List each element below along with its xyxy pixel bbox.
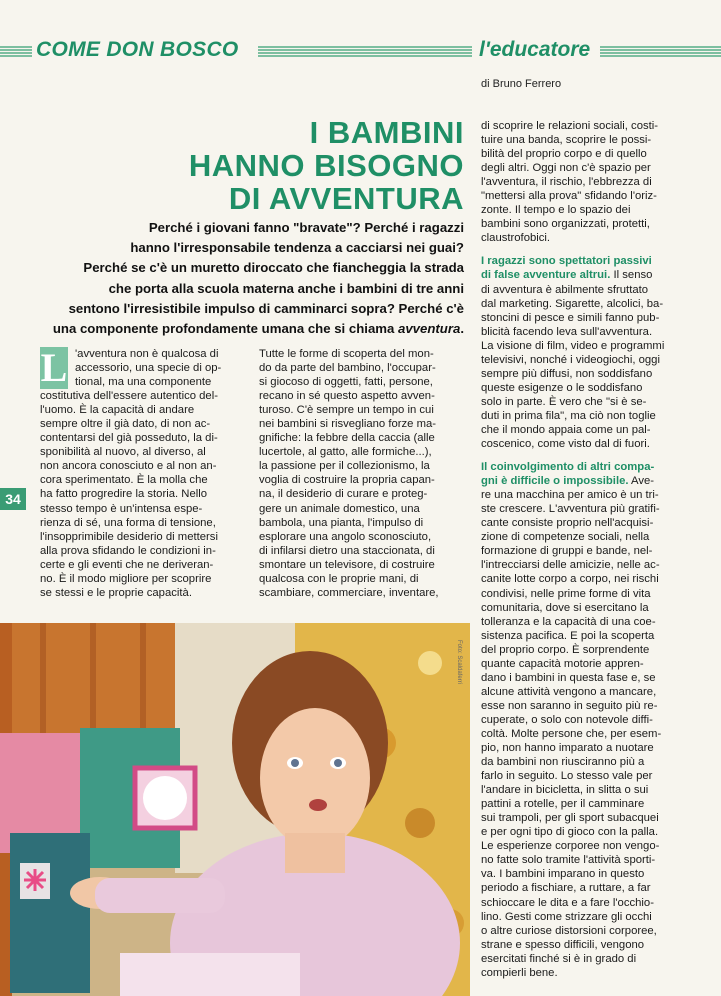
body-text-line: l'uomo. È la capacità di andare	[40, 404, 195, 417]
body-text-line: bambola, una pianta, l'impulso di	[259, 516, 424, 529]
body-text-line: l'intrecciarsi delle amicizie, nelle ac-	[481, 559, 660, 572]
body-text-line: l'insopprimibile desiderio di mettersi	[40, 530, 218, 543]
author-line: di Bruno Ferrero	[481, 78, 562, 90]
header-rule-left	[0, 46, 32, 58]
body-column-2	[259, 347, 465, 600]
body-text-line: sponibilità al nuovo, al diverso, al	[40, 446, 206, 459]
body-text-line: di avventura è abilmente sfruttato	[481, 283, 649, 296]
body-text-line: accessorio, una specie di op-	[75, 362, 222, 375]
headline-line: I BAMBINI	[309, 115, 464, 150]
body-text-line: formazione di gruppi e bande, nel-	[481, 545, 653, 558]
body-text-line: contentarsi del già posseduto, la di-	[40, 432, 218, 445]
subheading-line: I ragazzi sono spettatori passivi	[481, 255, 652, 268]
body-text-line: periodo a fischiare, a ruttare, a far	[481, 882, 651, 895]
body-text-line: di infilarsi dietro una staccionata, di	[259, 544, 435, 557]
child-photo	[0, 623, 470, 996]
body-text-line: blicità facendo leva sull'avventura.	[481, 325, 653, 338]
header-rule-middle	[258, 46, 472, 58]
body-text-line: re una macchina per amico è un tri-	[481, 489, 659, 502]
body-text-line: nei bambini si risvegliano forze ma-	[259, 418, 437, 431]
body-text-line: coscenico, come visto dal di fuori.	[481, 438, 650, 451]
body-text-line: na, il desiderio di curare e proteg-	[259, 488, 428, 501]
page-number: 34	[0, 488, 26, 510]
body-text-line: queste esigenze o le soddisfano	[481, 381, 643, 394]
body-text-line: sui trampoli, per gli sport subacquei	[481, 812, 659, 825]
body-text-line: sistenza pacifica. E poi la scoperta	[481, 629, 655, 642]
subheading-line: di false avventure altrui. Il senso	[481, 269, 653, 282]
body-text-line: smontare un televisore, di costruire	[259, 558, 435, 571]
body-text-line: si giocoso di oggetti, fatti, persone,	[259, 376, 433, 389]
body-text-line: o altre curiose distorsioni corporee,	[481, 924, 657, 937]
body-text-line: va. I bambini imparano in questo	[481, 868, 645, 881]
body-text-line: recano in sé questo aspetto avven-	[259, 390, 435, 403]
body-text-line: alla prova sfidando le condizioni in-	[40, 544, 216, 557]
body-column-1	[40, 347, 246, 600]
body-text-line: no. È il modo migliore per scoprire	[40, 572, 212, 585]
body-text-line: sempre più diffusi, non soddisfano	[481, 367, 653, 380]
body-text-line: pio, non hanno imparato a nuotare	[481, 742, 654, 755]
body-text-line: stoncini di pesce e simili fanno pub-	[481, 311, 660, 324]
body-text-line: ha fatto progredire la storia. Nello	[40, 488, 208, 501]
body-text-line: canite lotte corpo a corpo, nei rischi	[481, 573, 659, 586]
body-text-line: zonte. Il tempo e lo spazio dei	[481, 204, 631, 217]
subheading-line: Il coinvolgimento di altri compa-	[481, 461, 655, 474]
drop-cap: L	[40, 345, 68, 390]
body-text-line: lino. Gesti come strizzare gli occhi	[481, 910, 652, 923]
body-text-line: cante consiste proprio nell'acquisi-	[481, 517, 654, 530]
body-text-line: schioccare le dita e a fare l'occhio-	[481, 896, 654, 909]
body-text-line: non ancora conosciuto e al non an-	[40, 460, 217, 473]
body-text-line: televisivi, nonché i videogiochi, oggi	[481, 353, 660, 366]
lead-line: che porta alla scuola materna anche i bambini di tre anni	[108, 280, 464, 296]
photo-credit: Foto: Scaldaferri	[456, 640, 462, 685]
body-text-line: esse non saranno in seguito più re-	[481, 699, 658, 712]
headline	[120, 116, 464, 215]
header-rule-right	[600, 46, 721, 58]
body-text-line: Tutte le forme di scoperta del mon-	[259, 348, 434, 360]
body-text-line: ste crescere. L'avventura più gratifi-	[481, 503, 660, 516]
headline-line: HANNO BISOGNO	[188, 148, 464, 183]
body-text-line: esercitati finché si è in grado di	[481, 952, 637, 965]
section-title: COME DON BOSCO	[36, 38, 239, 61]
body-text-line: esplorare una angolo sconosciuto,	[259, 530, 432, 543]
body-text-line: gere un animale domestico, una	[259, 502, 420, 515]
body-text-line: che il mondo appaia come un pal-	[481, 423, 651, 436]
body-text-line: Le esperienze corporee non vengo-	[481, 840, 660, 853]
body-text-line: duti in prima fila", ma ciò non toglie	[481, 409, 656, 422]
body-text-line: di scoprire le relazioni sociali, costi-	[481, 120, 659, 132]
body-text-line: la passione per il collezionismo, la	[259, 460, 430, 473]
body-text-line: claustrofobici.	[481, 232, 551, 245]
body-text-line: solo in parte. È vero che "si è se-	[481, 395, 647, 408]
body-text-line: no fatte solo tramite l'attività sporti-	[481, 854, 656, 867]
body-text-line: tuire una banda, scoprire le possi-	[481, 134, 652, 147]
body-text-line: del proprio corpo. È sorprendente	[481, 643, 650, 656]
body-text-line: strane e spesso difficili, vengono	[481, 938, 645, 951]
body-text-line: tolleranza e la capacità di una coe-	[481, 615, 656, 628]
body-text-line: rienza di sé, una forma di tensione,	[40, 516, 216, 529]
body-text-line: l'avventura, il rischio, l'ebbrezza di	[481, 176, 652, 189]
body-text-line: scambiare, commerciare, inventare,	[259, 586, 439, 599]
lead-line: Perché i giovani fanno "bravate"? Perché i ragazzi	[148, 220, 464, 235]
body-text-line: comunitaria, dove si esercitano la	[481, 601, 649, 614]
body-text-line: compierli bene.	[481, 966, 558, 979]
body-text-line: costitutiva dell'essere autentico del-	[40, 390, 218, 403]
body-text-line: lucertole, al gatto, alle formiche...),	[259, 446, 432, 459]
body-text-line: farlo in seguito. Lo stesso vale per	[481, 770, 653, 783]
body-text-line: e per ogni tipo di gioco con la palla.	[481, 826, 659, 839]
rubric-title: l'educatore	[479, 38, 591, 61]
lead-line: sentono l'irresistibile impulso di camminarci sopra? Perché c'è	[68, 300, 464, 316]
body-text-line: voglia di costruire la propria capan-	[259, 474, 435, 487]
body-text-line: gnifiche: la febbre della caccia (alle	[259, 432, 435, 445]
body-text-line: degli altri. Oggi non c'è spazio per	[481, 162, 651, 175]
body-text-line: condivisi, nelle prime forme di vita	[481, 587, 651, 600]
body-text-line: La visione di film, video e programmi	[481, 339, 665, 352]
body-text-line: certe e gli eventi che ne deriveran-	[40, 558, 214, 571]
body-text-line: se stessi e le proprie capacità.	[40, 586, 192, 599]
body-text-line: coltà. Molte persone che, per esem-	[481, 727, 662, 740]
lead-line: Perché se c'è un muretto diroccato che fiancheggia la strada	[83, 260, 464, 276]
body-text-line: cuperate, o solo con notevole diffi-	[481, 713, 653, 726]
body-text-line: bambini sono organizzati, protetti,	[481, 218, 650, 231]
body-text-line: pattini a rotelle, per il camminare	[481, 798, 645, 811]
lead-line: una componente profondamente umana che si chiama avventura.	[52, 321, 464, 337]
body-text-line: zione di competenze sociali, nella	[481, 531, 650, 544]
body-text-line: qualcosa con le proprie mani, di	[259, 572, 419, 585]
lead-line: hanno l'irresponsabile tendenza a cacciarsi nei guai?	[130, 240, 464, 256]
body-text-line: l'andare in bicicletta, in slitta o sui	[481, 784, 649, 797]
body-text-line: do da parte del bambino, l'occupar-	[259, 362, 436, 375]
body-text-line: 'avventura non è qualcosa di	[75, 348, 219, 360]
body-text-line: "mettersi alla prova" sfidando l'oriz-	[481, 190, 657, 203]
subheading-line: gni è difficile o impossibile. Ave-	[481, 475, 655, 488]
body-text-line: tional, ma una componente	[75, 376, 212, 389]
body-text-line: quante capacità motorie appren-	[481, 657, 644, 670]
body-text-line: dal marketing. Sigarette, alcolici, ba-	[481, 297, 664, 310]
body-text-line: bilità del proprio corpo e di quello	[481, 148, 647, 161]
body-text-line: stesso tempo è un'intensa espe-	[40, 502, 203, 515]
body-text-line: alcune attività vengono a mancare,	[481, 685, 657, 698]
lead-paragraph	[40, 218, 464, 339]
body-text-line: da bambini non riusciranno più a	[481, 756, 645, 769]
body-column-3	[481, 119, 691, 980]
body-text-line: sempre oltre il già dato, di non ac-	[40, 418, 211, 431]
body-text-line: turoso. C'è sempre un tempo in cui	[259, 404, 434, 417]
body-text-line: cora sperimentato. È la molla che	[40, 474, 208, 487]
body-text-line: dano i bambini in questa fase e, se	[481, 671, 656, 684]
headline-line: DI AVVENTURA	[228, 181, 464, 216]
